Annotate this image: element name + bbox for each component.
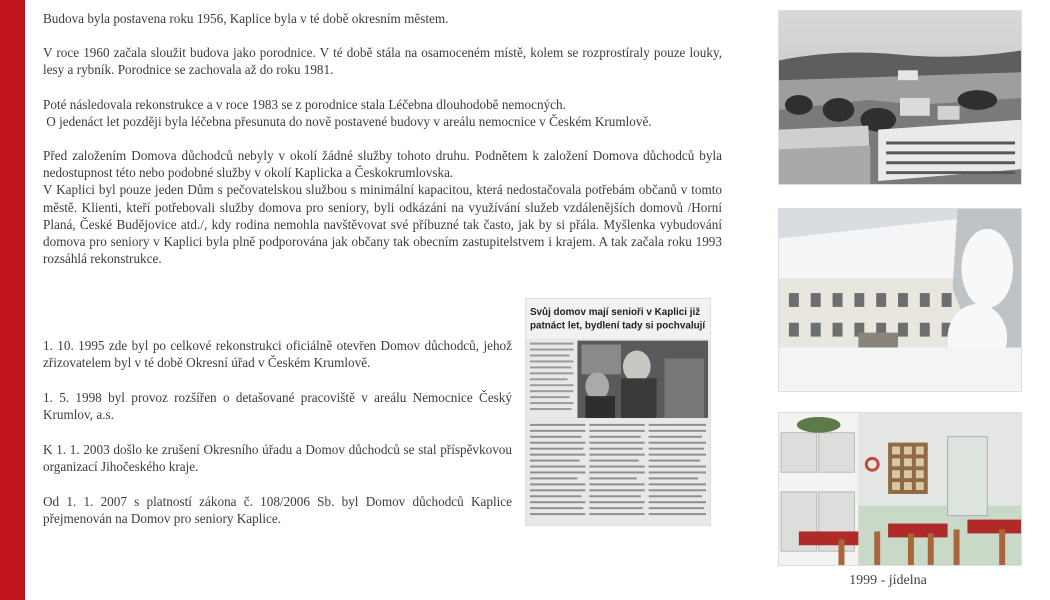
newspaper-clipping-image <box>525 298 711 526</box>
paragraph-1995: 1. 10. 1995 zde byl po celkové rekonstrukci oficiálně otevřen Domov důchodců, jehož zřizovatelem byl v té době Okresní úřad v Českém Krumlově. <box>43 338 512 371</box>
accent-sidebar-bar <box>0 0 25 600</box>
newspaper-headline-2: patnáct let, bydlení tady si pochvalují <box>529 320 706 332</box>
history-text-bottom <box>43 337 512 545</box>
paragraph-2007: Od 1. 1. 2007 s platností zákona č. 108/2006 Sb. byl Domov důchodců Kaplice přejmenován na Domov pro seniory Kaplice. <box>43 494 512 527</box>
newspaper-headline-1: Svůj domov mají senioři v Kaplici již <box>529 306 701 318</box>
dining-room-photo <box>778 412 1022 566</box>
paragraph-founding-reason: Před založením Domova důchodců nebyly v okolí žádné služby tohoto druhu. Podnětem k založení Domova důchodců byla nedostupnost této nebo podobné služby v okolí Kaplicka a Českokrumlovska. <box>43 148 722 181</box>
paragraph-1960: V roce 1960 začala sloužit budova jako porodnice. V té době stála na osamoceném místě, kolem se rozprostíraly pouze louky, lesy a rybník. Porodnice se zachovala až do roku 1981. <box>43 45 722 78</box>
history-text-top <box>43 10 722 284</box>
aerial-town-photo <box>778 10 1022 185</box>
paragraph-1983: Poté následovala rekonstrukce a v roce 1983 se z porodnice stala Léčebna dlouhodobě nemocných. <box>43 96 566 112</box>
paragraph-1998: 1. 5. 1998 byl provoz rozšířen o detašované pracoviště v areálu Nemocnice Český Krumlov, a.s. <box>43 390 512 423</box>
photo-caption: 1999 - jídelna <box>849 573 927 588</box>
paragraph-2003: K 1. 1. 2003 došlo ke zrušení Okresního úřadu a Domov důchodců se stal příspěvkovou organizací Jihočeského kraje. <box>43 442 512 475</box>
paragraph-1956: Budova byla postavena roku 1956, Kaplice byla v té době okresním městem. <box>43 11 449 26</box>
building-winter-photo <box>778 208 1022 392</box>
paragraph-reconstruction: V Kaplici byl pouze jeden Dům s pečovatelskou službou s minimální kapacitou, která nedostačovala potřebám občanů v tomto městě. Klienti, kteří potřebovali služby domova pro seniory, byli odkázáni na využívání služeb vzdálenějších domovů /Horní Planá, České Budějovice atd./, kdy rodina nemohla navštěvovat své příbuzné tak často, jak by si přála. Myšlenka vybudování domova pro seniory v Kaplici byla plně podporována jak občany tak obecním zastupitelstvem i krajem. A tak začala roku 1993 rozsáhlá rekonstrukce. <box>43 182 722 267</box>
paragraph-relocation: O jedenáct let později byla léčebna přesunuta do nově postavené budovy v areálu nemocnice v Českém Krumlově. <box>43 113 652 129</box>
